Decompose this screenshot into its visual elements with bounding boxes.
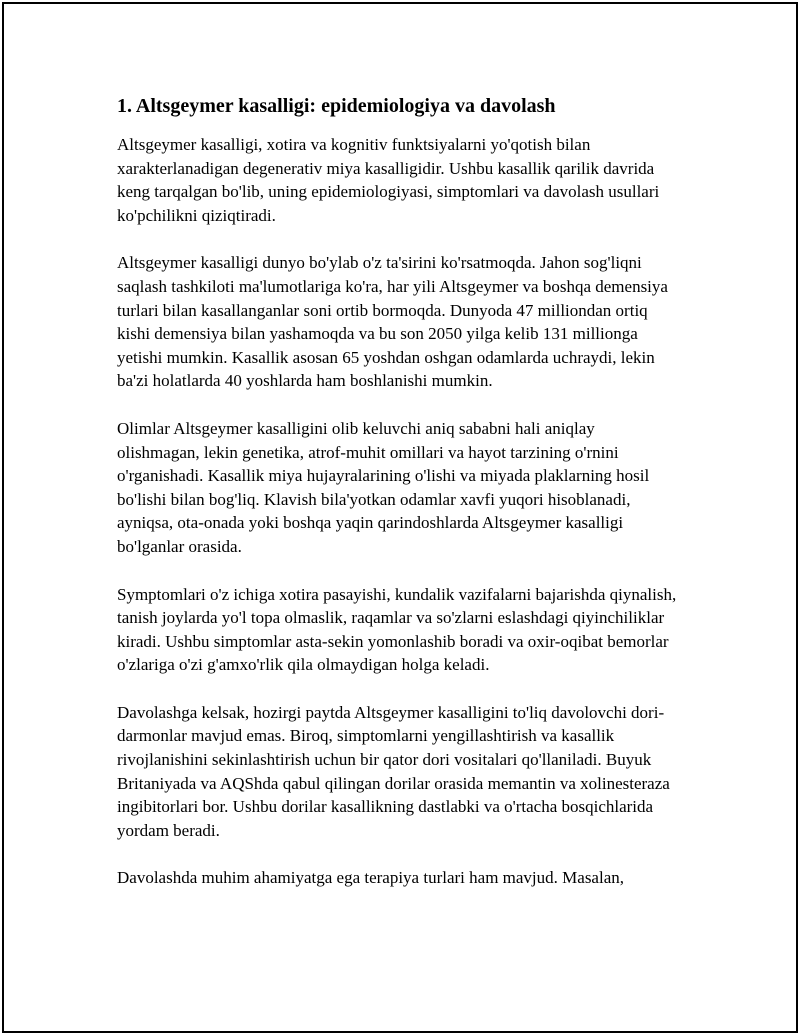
- paragraph-epidemiology: Altsgeymer kasalligi dunyo bo'ylab o'z ta'sirini ko'rsatmoqda. Jahon sog'liqni saqlash tashkiloti ma'lumotlariga ko'ra, har yili Altsgeymer va boshqa demensiya turlari bilan kasallanganlar soni ortib bormoqda. Dunyoda 47 milliondan ortiq kishi demensiya bilan yashamoqda va bu son 2050 yilga kelib 131 millionga yetishi mumkin. Kasallik asosan 65 yoshdan oshgan odamlarda uchraydi, lekin ba'zi holatlarda 40 yoshlarda ham boshlanishi mumkin.: [117, 253, 668, 391]
- paragraph-causes: Olimlar Altsgeymer kasalligini olib keluvchi aniq sababni hali aniqlay olishmagan, lekin genetika, atrof-muhit omillari va hayot tarzining o'rnini o'rganishadi. Kasallik miya hujayralarining o'lishi va miyada plaklarning hosil bo'lishi bilan bog'liq. Klavish bila'yotkan odamlar xavfi yuqori hisoblanadi, ayniqsa, ota-onada yoki boshqa yaqin qarindoshlarda Altsgeymer kasalligi bo'lganlar orasida.: [117, 418, 650, 556]
- section-heading: 1. Altsgeymer kasalligi: epidemiologiya va davolash: [117, 95, 556, 117]
- paragraph-symptoms: Symptomlari o'z ichiga xotira pasayishi, kundalik vazifalarni bajarishda qiynalish, tanish joylarda yo'l topa olmaslik, raqamlar va so'zlarni eslashdagi qiyinchiliklar kiradi. Ushbu simptomlar asta-sekin yomonlashib boradi va oxir-oqibat bemorlar o'zlariga o'zi g'amxo'rlik qila olmaydigan holga keladi.: [117, 584, 677, 675]
- paragraph-treatment: Davolashga kelsak, hozirgi paytda Altsgeymer kasalligini to'liq davolovchi dori-darmonlar mavjud emas. Biroq, simptomlarni yengillashtirish va kasallik rivojlanishini sekinlashtirish uchun bir qator dori vositalari qo'llaniladi. Buyuk Britaniyada va AQShda qabul qilingan dorilar orasida memantin va xolinesteraza ingibitorlari bor. Ushbu dorilar kasallikning dastlabki va o'rtacha bosqichlarida yordam beradi.: [117, 702, 670, 840]
- document-body: [117, 92, 677, 914]
- paragraph-therapy: Davolashda muhim ahamiyatga ega terapiya turlari ham mavjud. Masalan,: [117, 868, 624, 888]
- paragraph-intro: Altsgeymer kasalligi, xotira va kognitiv funktsiyalarni yo'qotish bilan xarakterlanadigan degenerativ miya kasalligidir. Ushbu kasallik qarilik davrida keng tarqalgan bo'lib, uning epidemiologiyasi, simptomlari va davolash usullari ko'pchilikni qiziqtiradi.: [117, 135, 660, 225]
